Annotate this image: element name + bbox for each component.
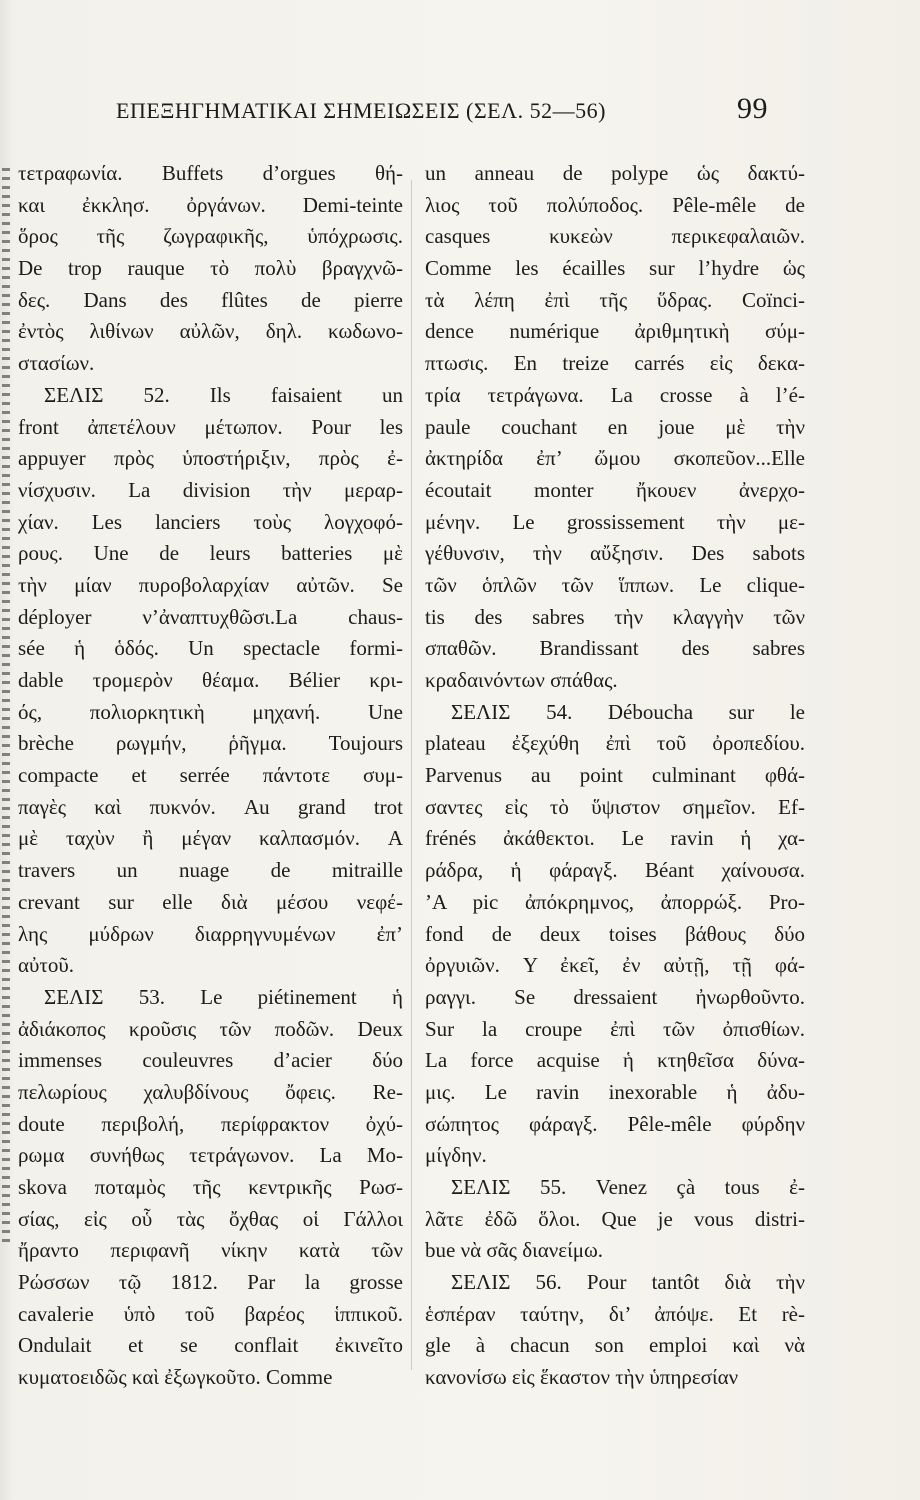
- text-line: τρία τετράγωνα. La crosse à l’é-: [425, 382, 805, 407]
- text-line: frénés ἀκάθεκτοι. Le ravin ἡ χα-: [425, 826, 805, 851]
- column-gutter: [411, 180, 412, 1370]
- text-line: ΣΕΛΙΣ 55. Venez çà tous ἐ-: [451, 1175, 805, 1199]
- text-line: νίσχυσιν. La division τὴν μεραρ-: [18, 477, 403, 502]
- text-line: De trop rauque τὸ πολὺ βραγχνῶ-: [18, 256, 403, 281]
- text-line: μένην. Le grossissement τὴν με-: [425, 509, 805, 534]
- text-line: crevant sur elle διὰ μέσου νεφέ-: [18, 889, 403, 914]
- text-line: μίγδην.: [425, 1143, 487, 1168]
- text-line: ἀκτηρίδα ἐπ’ ὤμου σκοπεῦον...Elle: [425, 446, 805, 471]
- text-line: παγὲς καὶ πυκνόν. Au grand trot: [18, 794, 403, 819]
- text-line: ἐντὸς λιθίνων αὐλῶν, δηλ. κωδωνο-: [18, 319, 403, 344]
- text-line: Parvenus au point culminant φθά-: [425, 763, 805, 788]
- page-header: [116, 92, 766, 132]
- text-line: sée ἡ ὁδός. Un spectacle formi-: [18, 636, 403, 661]
- text-line: cavalerie ὑπὸ τοῦ βαρέος ἱππικοῦ.: [18, 1301, 403, 1326]
- text-line: appuyer πρὸς ὑποστήριξιν, πρὸς ἐ-: [18, 446, 403, 471]
- text-line: compacte et serrée πάντοτε συμ-: [18, 763, 403, 788]
- page-number: 99: [737, 92, 768, 125]
- text-line: skova ποταμὸς τῆς κεντρικῆς Ρωσ-: [18, 1175, 403, 1199]
- text-line: δες. Dans des flûtes de pierre: [18, 287, 403, 312]
- text-line: plateau ἐξεχύθη ἐπὶ τοῦ ὀροπεδίου.: [425, 731, 805, 756]
- text-line: gle à chacun son emploi καὶ νὰ: [425, 1333, 805, 1358]
- text-line: ἑσπέραν ταύτην, δι’ ἀπόψε. Et rè-: [425, 1301, 805, 1326]
- text-line: ΣΕΛΙΣ 52. Ils faisaient un: [44, 382, 403, 407]
- text-line: αὐτοῦ.: [18, 953, 74, 978]
- text-line: ΣΕΛΙΣ 54. Déboucha sur le: [451, 699, 805, 724]
- text-line: χίαν. Les lanciers τοὺς λογχοφό-: [18, 509, 403, 534]
- left-text-column: [18, 158, 403, 1394]
- text-line: ΣΕΛΙΣ 56. Pour tantôt διὰ τὴν: [451, 1270, 805, 1295]
- text-line: τὰ λέπη ἐπὶ τῆς ὕδρας. Coïnci-: [425, 287, 805, 312]
- text-line: ράδρα, ἡ φάραγξ. Béant χαίνουσα.: [425, 858, 805, 883]
- text-line: ὀργυιῶν. Y ἐκεῖ, ἐν αὐτῇ, τῇ φά-: [425, 953, 805, 978]
- text-line: ἤραντο περιφανῆ νίκην κατὰ τῶν: [18, 1238, 403, 1263]
- text-line: déployer ν’ἀναπτυχθῶσι.La chaus-: [18, 604, 403, 629]
- text-line: πτωσις. En treize carrés εἰς δεκα-: [425, 351, 805, 376]
- text-line: ’A pic ἀπόκρημνος, ἀπορρώξ. Pro-: [425, 889, 805, 914]
- text-line: Ρώσσων τῷ 1812. Par la grosse: [18, 1270, 403, 1295]
- text-line: paule couchant en joue μὲ τὴν: [425, 414, 805, 439]
- text-line: λιος τοῦ πολύποδος. Pêle-mêle de: [425, 192, 805, 217]
- text-line: τῶν ὁπλῶν τῶν ἵππων. Le clique-: [425, 572, 805, 597]
- text-line: μὲ ταχὺν ἢ μέγαν καλπασμόν. A: [18, 826, 403, 851]
- text-line: σπαθῶν. Brandissant des sabres: [425, 636, 805, 661]
- text-line: dable τρομερὸν θέαμα. Bélier κρι-: [18, 668, 403, 692]
- text-line: γέθυνσιν, τὴν αὔξησιν. Des sabots: [425, 541, 805, 566]
- text-line: écoutait monter ἤκουεν ἀνερχο-: [425, 477, 805, 502]
- text-line: Comme les écailles sur l’hydre ὡς: [425, 256, 805, 281]
- text-line: σαντες εἰς τὸ ὕψιστον σημεῖον. Ef-: [425, 794, 805, 819]
- text-line: un anneau de polype ὡς δακτύ-: [425, 161, 805, 185]
- text-line: σίας, εἰς οὗ τὰς ὄχθας οἱ Γάλλοι: [18, 1206, 403, 1231]
- text-line: κυματοειδῶς καὶ ἐξωγκοῦτο. Comme: [18, 1365, 333, 1390]
- text-line: Ondulait et se conflait ἐκινεῖτο: [18, 1333, 403, 1358]
- text-line: πελωρίους χαλυβδίνους ὄφεις. Re-: [18, 1079, 403, 1104]
- text-line: immenses couleuvres d’acier δύο: [18, 1048, 403, 1073]
- right-text-column: [425, 158, 805, 1394]
- text-line: La force acquise ἡ κτηθεῖσα δύνα-: [425, 1048, 805, 1073]
- running-head: ΕΠΕΞΗΓΗΜΑΤΙΚΑΙ ΣΗΜΕΙΩΣΕΙΣ (ΣΕΛ. 52—56): [116, 98, 606, 123]
- text-line: κανονίσω εἰς ἕκαστον τὴν ὑπηρεσίαν: [425, 1365, 739, 1390]
- text-line: ἀδιάκοπος κροῦσις τῶν ποδῶν. Deux: [18, 1016, 403, 1041]
- text-line: στασίων.: [18, 351, 95, 376]
- text-line: fond de deux toises βάθους δύο: [425, 921, 805, 946]
- text-line: ρους. Une de leurs batteries μὲ: [18, 541, 403, 566]
- binding-edge: [2, 168, 10, 1248]
- text-line: ΣΕΛΙΣ 53. Le piétinement ἡ: [44, 984, 403, 1009]
- text-line: λης μύδρων διαρρηγνυμένων ἐπ’: [18, 921, 403, 946]
- text-line: brèche ρωγμήν, ῥῆγμα. Toujours: [18, 731, 403, 756]
- text-line: σώπητος φάραγξ. Pêle-mêle φύρδην: [425, 1111, 805, 1136]
- text-line: tis des sabres τὴν κλαγγὴν τῶν: [425, 604, 805, 629]
- text-line: ός, πολιορκητικὴ μηχανή. Une: [18, 699, 403, 724]
- text-line: τετραφωνία. Buffets d’orgues θή-: [18, 161, 403, 185]
- text-line: dence numérique ἀριθμητικὴ σύμ-: [425, 319, 805, 344]
- text-line: λᾶτε ἐδῶ ὅλοι. Que je vous distri-: [425, 1206, 805, 1231]
- text-line: μις. Le ravin inexorable ἡ ἀδυ-: [425, 1079, 805, 1104]
- text-line: ρωμα συνήθως τετράγωνον. La Mo-: [18, 1143, 403, 1168]
- text-line: και ἐκκλησ. ὀργάνων. Demi-teinte: [18, 192, 403, 217]
- text-line: ὅρος τῆς ζωγραφικῆς, ὑπόχρωσις.: [18, 224, 403, 249]
- text-line: ραγγι. Se dressaient ἠνωρθοῦντο.: [425, 984, 805, 1009]
- text-line: front ἀπετέλουν μέτωπον. Pour les: [18, 414, 403, 439]
- text-line: casques κυκεὼν περικεφαλαιῶν.: [425, 224, 805, 249]
- text-line: bue νὰ σᾶς διανείμω.: [425, 1238, 604, 1263]
- text-line: travers un nuage de mitraille: [18, 858, 403, 883]
- text-line: doute περιβολή, περίφρακτον ὀχύ-: [18, 1111, 403, 1136]
- text-line: κραδαινόντων σπάθας.: [425, 668, 618, 692]
- text-line: τὴν μίαν πυροβολαρχίαν αὐτῶν. Se: [18, 572, 403, 597]
- text-line: Sur la croupe ἐπὶ τῶν ὀπισθίων.: [425, 1016, 805, 1041]
